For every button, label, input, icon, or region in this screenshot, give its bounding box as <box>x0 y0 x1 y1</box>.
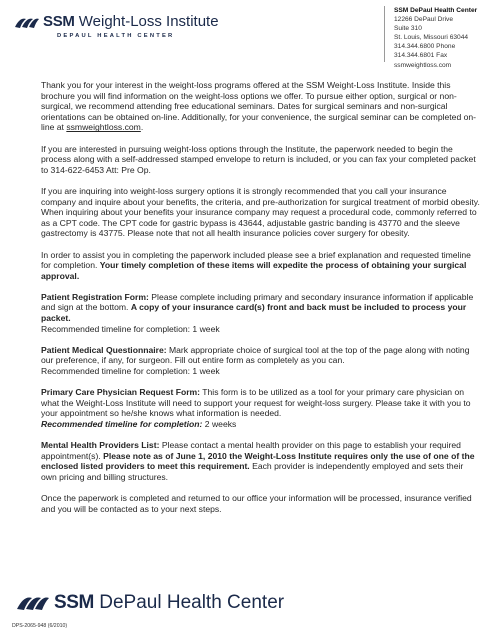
physician-text: This form is to be utilized as a tool for your primary care physician on what the Weight-Loss Institute will need to support your request for weight-loss surgery. Please take it with you to your appointment so he/she knows what information is needed. <box>41 387 471 419</box>
logo-subtitle: DEPAUL HEALTH CENTER <box>57 33 175 39</box>
questionnaire-text: Mark appropriate choice of surgical tool at the top of the page along with noting our preference, if any, for surgeon. Fill out entire form as completely as you can. <box>41 344 470 366</box>
registration-section <box>41 292 481 334</box>
letterhead <box>0 0 495 80</box>
logo-brand: SSM <box>43 13 75 30</box>
address-web[interactable]: ssmweightloss.com <box>394 61 452 69</box>
website-link[interactable]: ssmweightloss.com <box>66 122 141 133</box>
intro-text: Thank you for your interest in the weight-loss programs offered at the SSM Weight-Loss Institute. Inside this brochure you will find information on the weight-loss options we offer. To pursue either option, surgical or non-surgical, we recommend attending free educational seminars. Dates for surgical seminars and non-surgical orientations can be obtained on-line. Additionally, for your convenience, the surgical seminar can be completed on-line at <box>41 80 477 133</box>
form-code: DPS-2065-948 (6/2010) <box>12 623 68 629</box>
registration-text: Please complete including primary and secondary insurance information if applicable and sign at the bottom. <box>41 291 474 313</box>
address-fax: 314.344.6801 Fax <box>394 52 448 60</box>
address-suite: Suite 310 <box>394 25 422 33</box>
questionnaire-title: Patient Medical Questionnaire: <box>41 344 167 355</box>
closing-paragraph: Once the paperwork is completed and returned to our office your information will be processed, insurance verified and you will be contacted as to your next steps. <box>41 493 472 514</box>
address-city: St. Louis, Missouri 63044 <box>394 34 469 42</box>
registration-timeline: Recommended timeline for completion: 1 week <box>41 323 220 334</box>
questionnaire-timeline: Recommended timeline for completion: 1 week <box>41 366 220 377</box>
intro-end: . <box>140 122 144 133</box>
physician-timeline-label: Recommended timeline for completion: <box>41 419 203 429</box>
questionnaire-section <box>41 345 481 377</box>
letter-body <box>41 80 481 525</box>
mental-health-end: Each provider is independently employed and sets their own pricing and billing structures. <box>41 461 464 482</box>
footer-name: DePaul Health Center <box>99 592 285 613</box>
address-street: 12266 DePaul Drive <box>394 16 454 24</box>
mental-health-title: Mental Health Providers List: <box>41 440 160 451</box>
ssm-swoosh-logo-icon <box>14 15 40 31</box>
physician-section <box>41 387 481 429</box>
physician-title: Primary Care Physician Request Form: <box>41 387 201 398</box>
footer-logo <box>16 592 284 614</box>
institute-logo <box>14 14 219 39</box>
logo-name: Weight-Loss Institute <box>78 13 219 30</box>
assist-paragraph <box>41 250 481 282</box>
footer-brand: SSM <box>54 592 94 613</box>
address-phone: 314.344.6800 Phone <box>394 43 456 51</box>
insurance-paragraph: If you are inquiring into weight-loss surgery options it is strongly recommended that you call your insurance company and inquire about your benefits, the criteria, and pre-authorization for surgical treatment of morbid obesity. When inquiring about your benefits your insurance company may request a procedural code, commonly referred to as a CPT code. The CPT code for gastric bypass is 43644, adjustable gastric banding is 43770 and the sleeve gastrectomy is 43775. Please note that not all health insurance policies cover surgery for obesity. <box>41 185 480 239</box>
mental-health-bold: Please note as of June 1, 2010 the Weight-Loss Institute requires only the use of one of the enclosed listed providers to meet this requirement. <box>41 450 475 472</box>
assist-bold: Your timely completion of these items will expedite the process of obtaining your surgical approval. <box>41 260 467 281</box>
registration-title: Patient Registration Form: <box>41 291 149 302</box>
ssm-swoosh-footer-icon <box>16 593 50 613</box>
address-org: SSM DePaul Health Center <box>394 7 478 14</box>
mental-health-section <box>41 440 481 482</box>
paperwork-paragraph: If you are interested in pursuing weight-loss options through the Institute, the paperwork needed to begin the process along with a self-addressed stamped envelope to return is included, or you can fax your completed packet to 314-622-6453 Att: Pre Op. <box>41 143 476 175</box>
registration-bold: A copy of your insurance card(s) front and back must be included to process your packet. <box>41 302 467 324</box>
physician-timeline-value: 2 weeks <box>202 419 237 429</box>
address-block <box>384 6 494 69</box>
intro-paragraph <box>41 80 481 133</box>
mental-health-text: Please contact a mental health provider on this page to establish your required appointment(s). <box>41 440 461 461</box>
assist-text: In order to assist you in completing the paperwork included please see a brief explanation and requested timeline for completion. <box>41 249 471 271</box>
